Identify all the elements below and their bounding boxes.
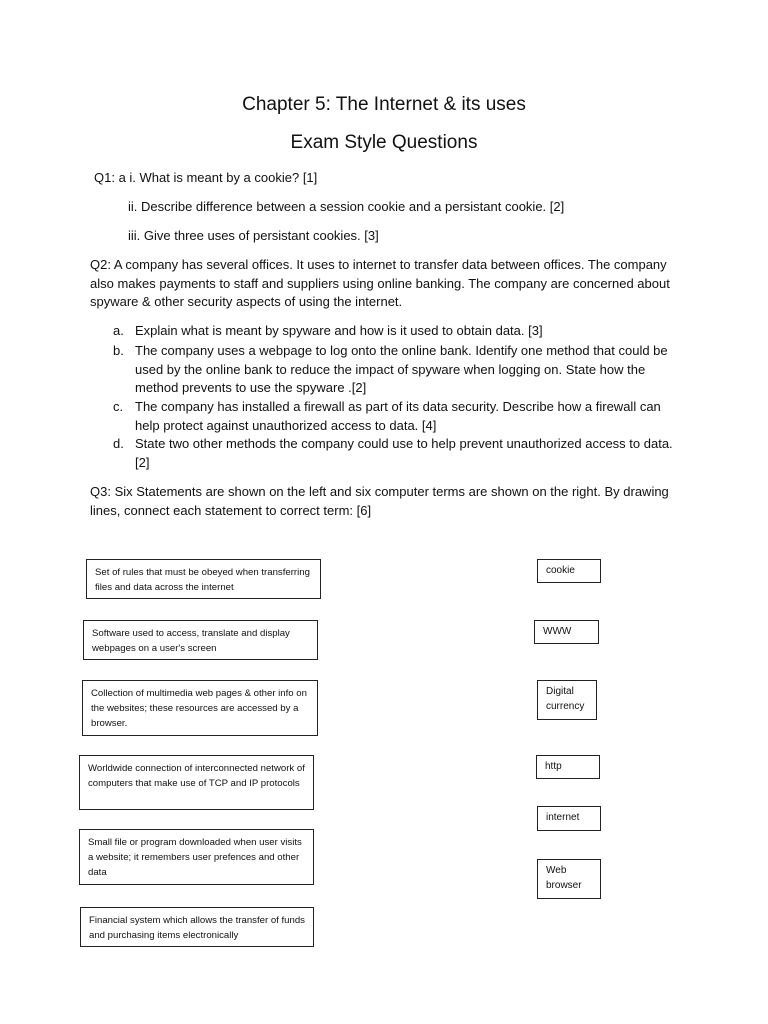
q2-item-a-letter: a. <box>113 323 124 338</box>
page-title: Chapter 5: The Internet & its uses <box>242 94 526 115</box>
term-www: WWW <box>534 620 599 644</box>
statement-2: Software used to access, translate and display webpages on a user's screen <box>83 620 318 660</box>
term-http: http <box>536 755 600 779</box>
term-internet: internet <box>537 806 601 831</box>
term-cookie: cookie <box>537 559 601 583</box>
statement-5: Small file or program downloaded when user visits a website; it remembers user prefences and other data <box>79 829 314 885</box>
q1-part-i: Q1: a i. What is meant by a cookie? [1] <box>94 170 318 185</box>
q2-item-d: State two other methods the company could use to help prevent unauthorized access to data. [2] <box>135 436 673 470</box>
q2-item-c-letter: c. <box>113 399 124 414</box>
page-subtitle: Exam Style Questions <box>290 132 478 153</box>
statement-1: Set of rules that must be obeyed when transferring files and data across the internet <box>86 559 321 599</box>
term-digital-currency: Digital currency <box>537 680 597 720</box>
q2-item-c: The company has installed a firewall as part of its data security. Describe how a firewall can help protect against unauthorized access to data. [4] <box>135 399 661 433</box>
q2-item-d-letter: d. <box>113 436 124 451</box>
statement-3: Collection of multimedia web pages & other info on the websites; these resources are accessed by a browser. <box>82 680 318 736</box>
statement-4: Worldwide connection of interconnected network of computers that make use of TCP and IP protocols <box>79 755 314 810</box>
q3-intro: Q3: Six Statements are shown on the left and six computer terms are shown on the right. By drawing lines, connect each statement to correct term: [6] <box>90 484 669 518</box>
statement-6: Financial system which allows the transfer of funds and purchasing items electronically <box>80 907 314 947</box>
q2-item-b-letter: b. <box>113 343 124 358</box>
q1-part-ii: ii. Describe difference between a session cookie and a persistant cookie. [2] <box>128 199 565 214</box>
q2-item-a: Explain what is meant by spyware and how is it used to obtain data. [3] <box>135 323 543 338</box>
term-web-browser: Web browser <box>537 859 601 899</box>
q2-intro: Q2: A company has several offices. It uses to internet to transfer data between offices. The company also makes payments to staff and suppliers using online banking. The company are concerned about spyware & other security aspects of using the internet. <box>90 257 670 309</box>
q2-item-b: The company uses a webpage to log onto the online bank. Identify one method that could be used by the online bank to reduce the impact of spyware when logging on. State how the method prevents to use the spyware .[2] <box>135 343 668 395</box>
q1-part-iii: iii. Give three uses of persistant cookies. [3] <box>128 228 379 243</box>
